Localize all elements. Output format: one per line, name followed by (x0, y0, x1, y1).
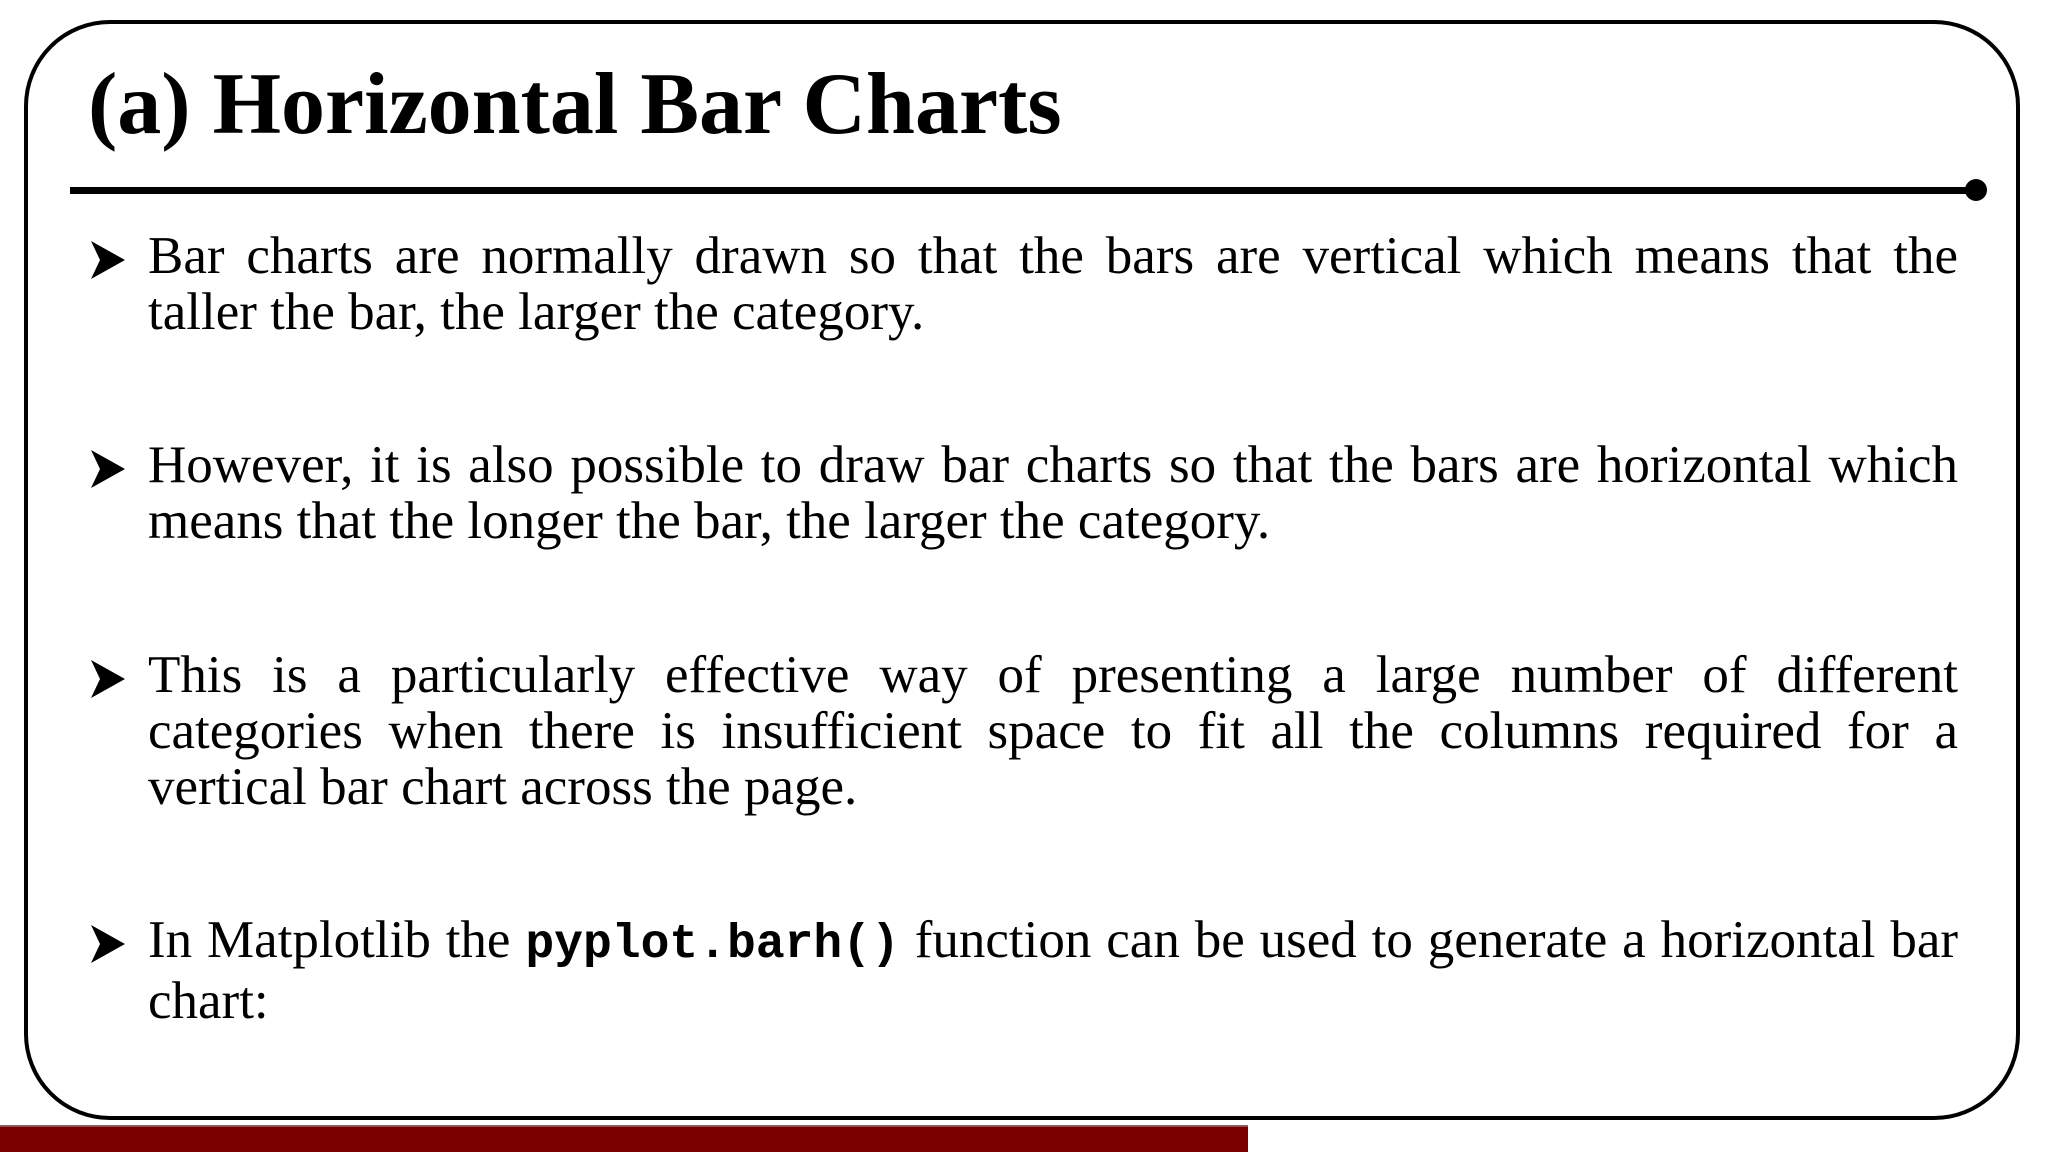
bullet-text: This is a particularly effective way of presenting a large number of different categories when there is insufficient space to fit all the columns required for a vertical bar chart across the page. (148, 646, 1958, 816)
arrowhead-bullet-icon (88, 656, 128, 702)
bullet-text: Bar charts are normally drawn so that the bars are vertical which means that the taller the bar, the larger the category. (148, 227, 1958, 341)
bullet-text-after-code: function can be used to generate a horizontal bar chart: (148, 911, 1959, 1030)
slide-title: (a) Horizontal Bar Charts (88, 56, 1062, 153)
arrowhead-bullet-icon (88, 446, 128, 492)
inline-code-pyplot-barh: pyplot.barh() (525, 918, 900, 972)
bullet-text-before-code: In Matplotlib the (148, 911, 511, 969)
arrowhead-bullet-icon (88, 237, 128, 283)
bullet-text (148, 912, 1958, 1029)
arrowhead-bullet-icon (88, 921, 128, 967)
footer-accent-bar (0, 1125, 1248, 1152)
bullet-text: However, it is also possible to draw bar charts so that the bars are horizontal which means that the longer the bar, the larger the category. (148, 436, 1958, 550)
